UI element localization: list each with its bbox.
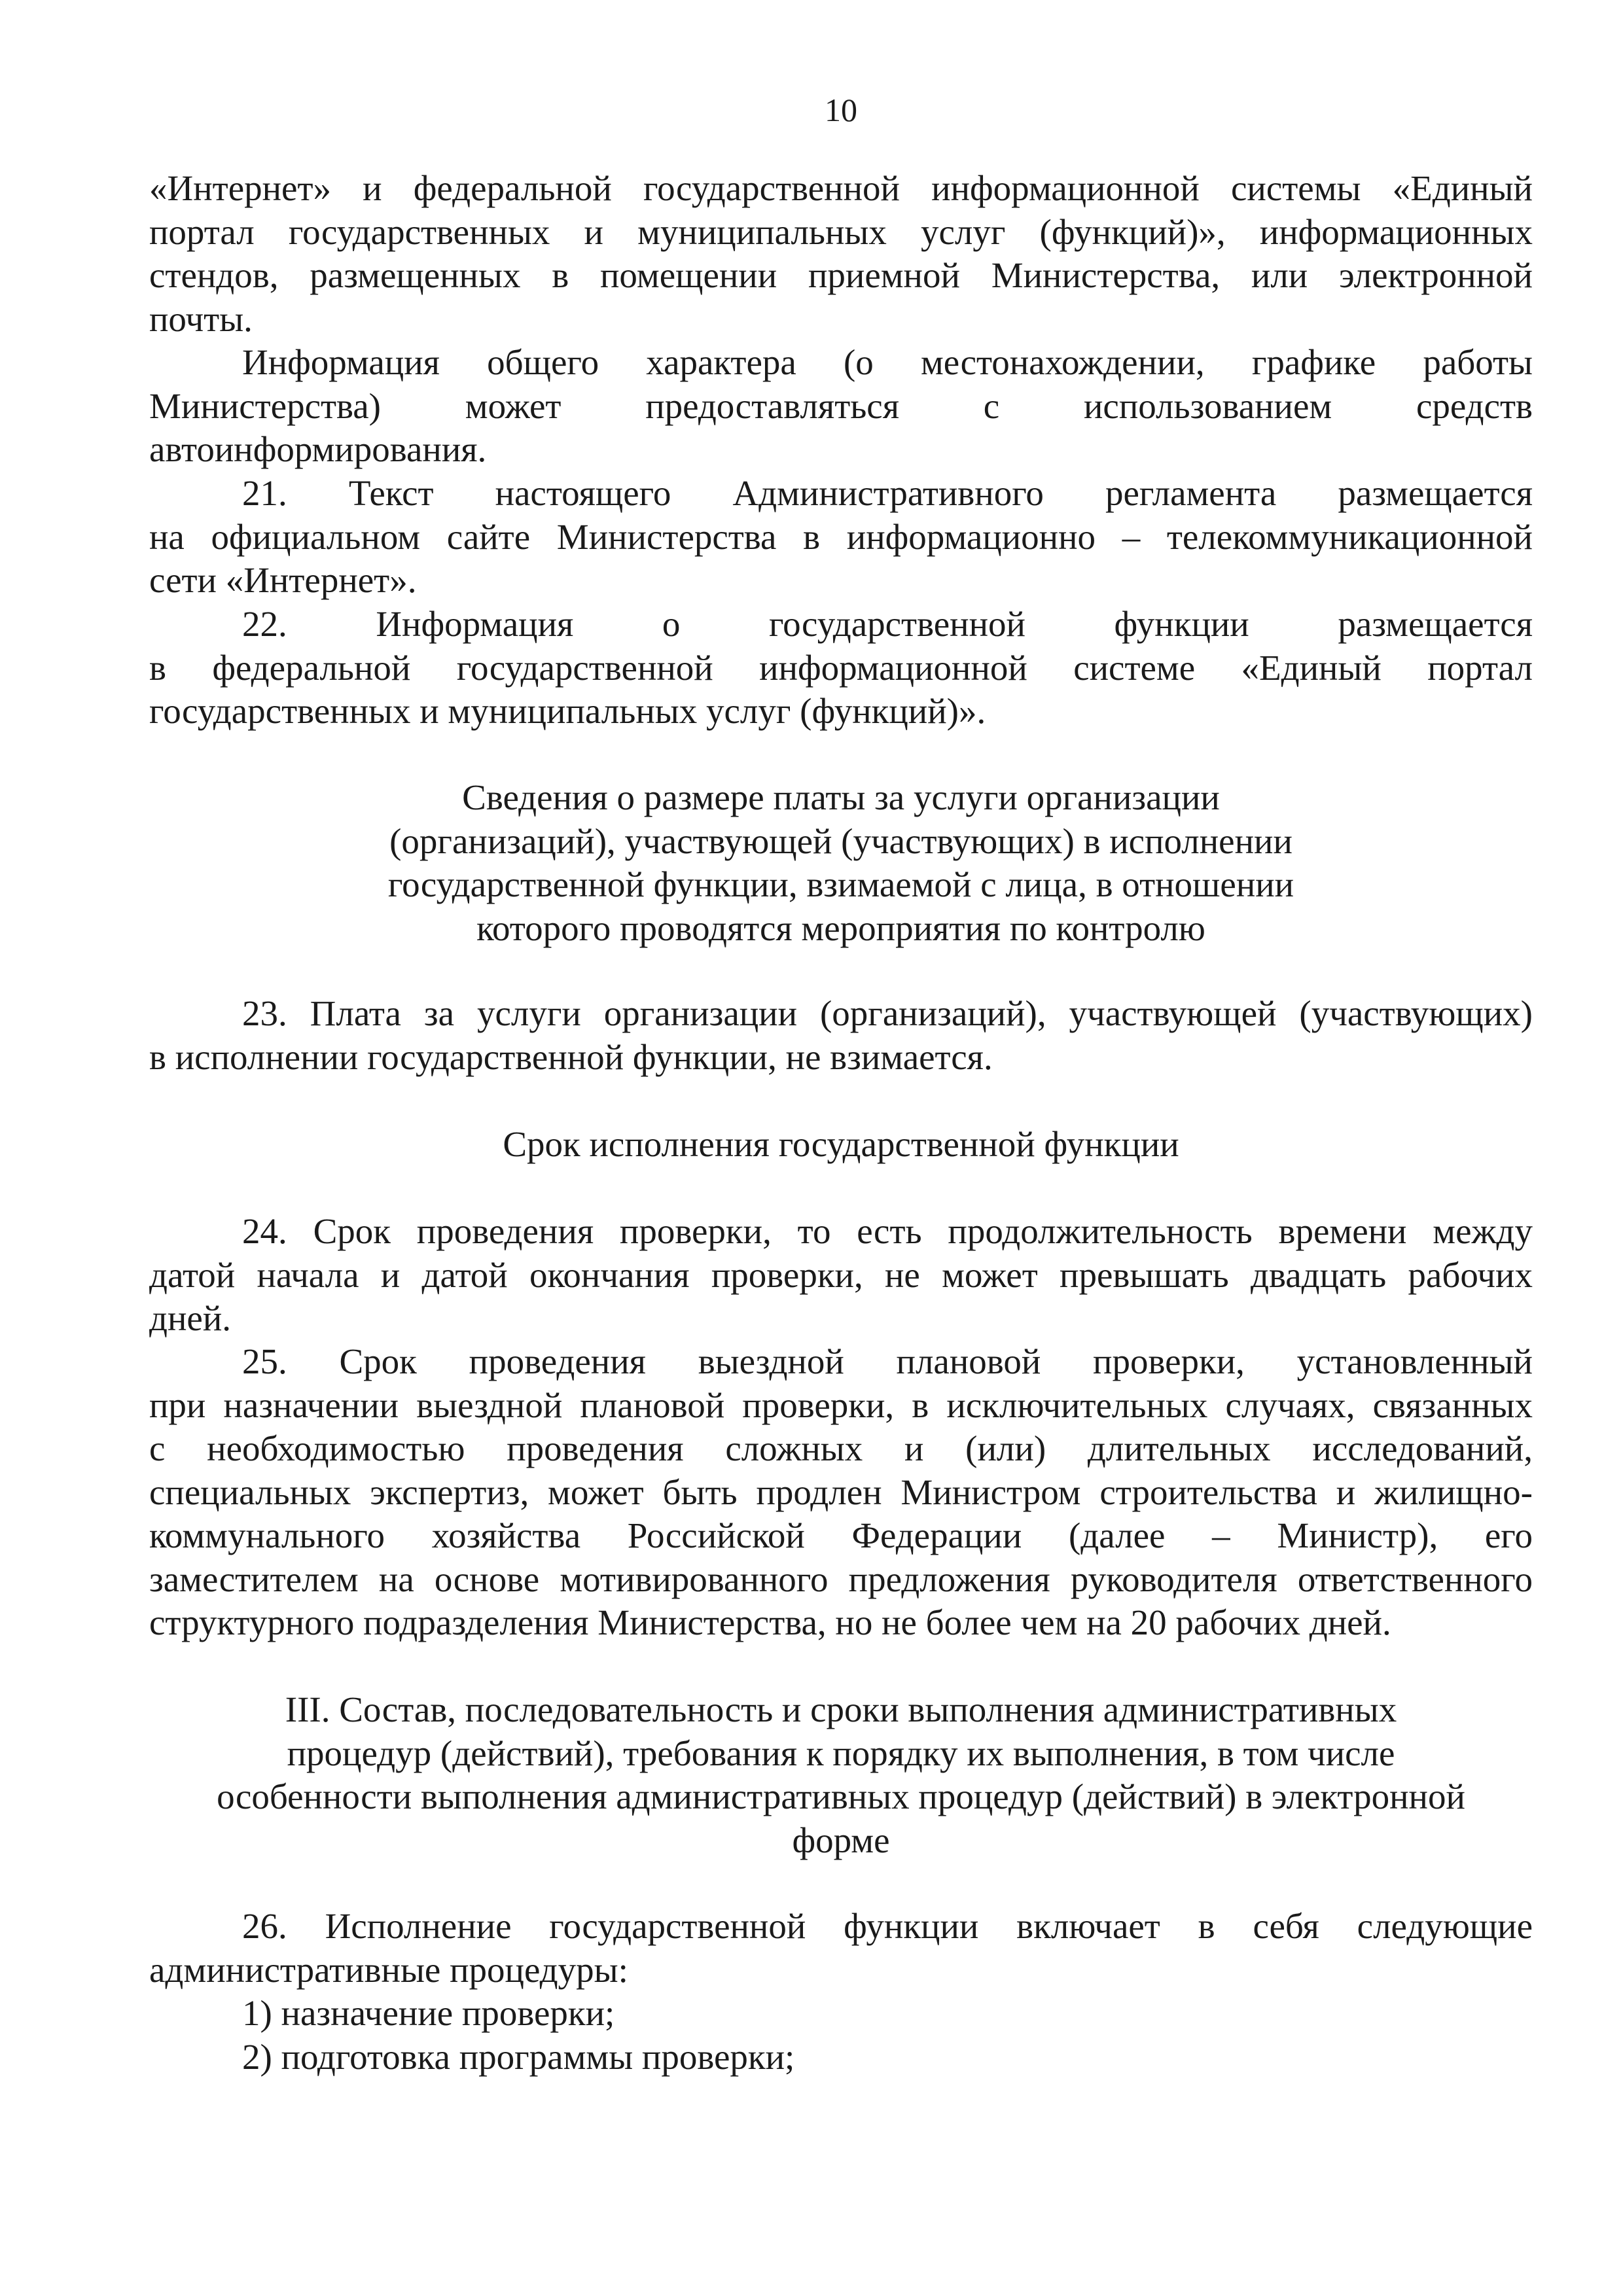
text-line: государственных и муниципальных услуг (функций)». — [149, 691, 986, 731]
text-line: датой начала и датой окончания проверки, не может превышать двадцать рабочих — [149, 1254, 1533, 1295]
text-line: стендов, размещенных в помещении приемной Министерства, или электронной — [149, 255, 1533, 295]
text-line: сети «Интернет». — [149, 560, 417, 600]
heading-line: Сведения о размере платы за услуги организации — [462, 777, 1220, 817]
text-line: с необходимостью проведения сложных и (или) длительных исследований, — [149, 1428, 1533, 1468]
text-line: административные процедуры: — [149, 1949, 628, 1990]
heading-execution-term — [149, 1123, 1533, 1167]
paragraph-22 — [149, 603, 1533, 733]
procedure-list — [149, 1992, 1533, 2079]
text-line: в исполнении государственной функции, не взимается. — [149, 1036, 993, 1077]
paragraph-26 — [149, 1905, 1533, 1992]
text-line: автоинформирования. — [149, 429, 487, 469]
text-line: при назначении выездной плановой проверки, в исключительных случаях, связанных — [149, 1385, 1533, 1425]
text-line: коммунального хозяйства Российской Федерации (далее – Министр), его — [149, 1515, 1533, 1555]
paragraph-24 — [149, 1210, 1533, 1341]
paragraph-23 — [149, 992, 1533, 1079]
text-line: на официальном сайте Министерства в информационно – телекоммуникационной — [149, 516, 1533, 557]
paragraph-info — [149, 341, 1533, 472]
list-item: 1) назначение проверки; — [242, 1993, 615, 2033]
text-line: 23. Плата за услуги организации (организаций), участвующей (участвующих) — [242, 993, 1533, 1033]
text-line: 24. Срок проведения проверки, то есть продолжительность времени между — [242, 1211, 1533, 1251]
text-line: 25. Срок проведения выездной плановой проверки, установленный — [242, 1341, 1533, 1381]
heading-line: (организаций), участвующей (участвующих) в исполнении — [389, 821, 1293, 861]
text-line: портал государственных и муниципальных услуг (функций)», информационных — [149, 211, 1533, 252]
paragraph-21 — [149, 472, 1533, 603]
page-number: 10 — [825, 92, 857, 128]
heading-line: государственной функции, взимаемой с лица, в отношении — [387, 864, 1294, 904]
heading-fee-info — [149, 776, 1533, 950]
heading-line: особенности выполнения административных процедур (действий) в электронной — [217, 1776, 1465, 1816]
text-line: 22. Информация о государственной функции размещается — [242, 604, 1533, 644]
text-line: в федеральной государственной информационной системе «Единый портал — [149, 647, 1533, 688]
heading-line: Срок исполнения государственной функции — [503, 1124, 1179, 1164]
paragraph-continuation — [149, 167, 1533, 341]
heading-line: процедур (действий), требования к порядку их выполнения, в том числе — [287, 1733, 1395, 1773]
text-line: 21. Текст настоящего Административного регламента размещается — [242, 473, 1533, 513]
paragraph-25 — [149, 1340, 1533, 1645]
heading-line: которого проводятся мероприятия по контролю — [476, 908, 1205, 948]
heading-line: III. Состав, последовательность и сроки выполнения административных — [285, 1689, 1397, 1729]
heading-line: форме — [792, 1820, 890, 1860]
text-line: структурного подразделения Министерства, но не более чем на 20 рабочих дней. — [149, 1602, 1391, 1642]
text-line: Информация общего характера (о местонахождении, графике работы — [242, 342, 1533, 382]
text-line: заместителем на основе мотивированного предложения руководителя ответственного — [149, 1559, 1533, 1599]
text-line: специальных экспертиз, может быть продлен Министром строительства и жилищно- — [149, 1472, 1533, 1512]
text-line: Министерства) может предоставляться с использованием средств — [149, 385, 1533, 426]
text-line: почты. — [149, 298, 253, 339]
list-item: 2) подготовка программы проверки; — [242, 2036, 795, 2077]
document-page — [149, 0, 1533, 2296]
text-line: «Интернет» и федеральной государственной информационной системы «Единый — [149, 168, 1533, 208]
text-line: 26. Исполнение государственной функции включает в себя следующие — [242, 1906, 1533, 1946]
text-line: дней. — [149, 1298, 232, 1338]
heading-section-3 — [149, 1688, 1533, 1862]
